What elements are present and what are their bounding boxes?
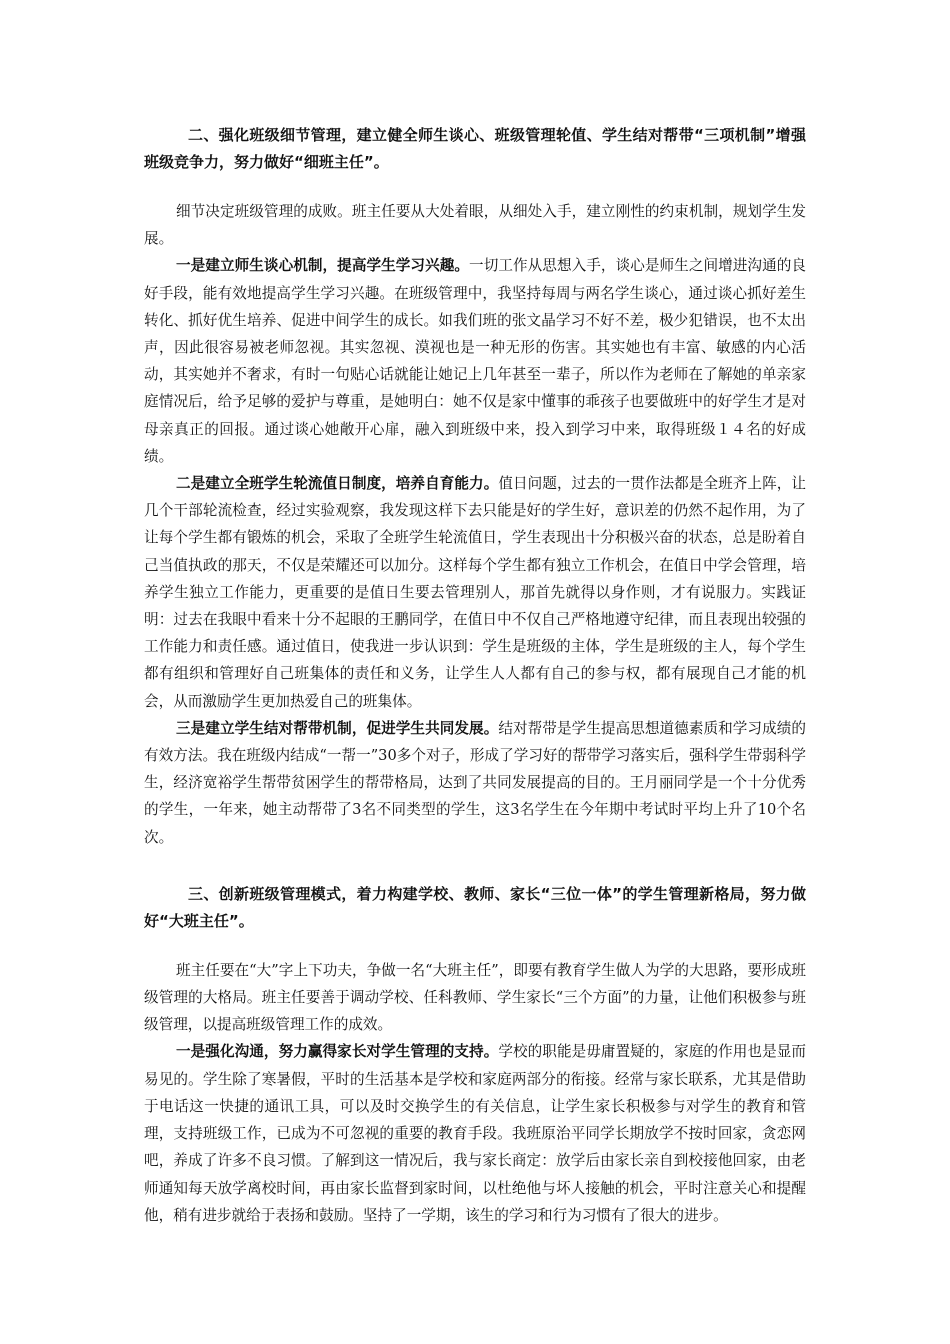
section-2-item-3 — [144, 715, 806, 851]
section-3-item-1 — [144, 1038, 806, 1228]
section-2-item-3-body: 结对帮带是学生提高思想道德素质和学习成绩的有效方法。我在班级内结成“一帮一”30多个对子，形成了学习好的帮带学习落实后，强科学生带弱科学生，经济宽裕学生帮带贫困学生的帮带格局，达到了共同发展提高的目的。王月丽同学是一个十分优秀的学生，一年来，她主动帮带了3名不同类型的学生，这3名学生在今年期中考试时平均上升了10个名次。 — [144, 719, 806, 846]
section-2-item-1-body: 一切工作从思想入手，谈心是师生之间增进沟通的良好手段，能有效地提高学生学习兴趣。在班级管理中，我坚持每周与两名学生谈心，通过谈心抓好差生转化、抓好优生培养、促进中间学生的成长。如我们班的张文晶学习不好不差，极少犯错误，也不太出声，因此很容易被老师忽视。其实忽视、漠视也是一种无形的伤害。其实她也有丰富、敏感的内心活动，其实她并不奢求，有时一句贴心话就能让她记上几年甚至一辈子，所以作为老师在了解她的单亲家庭情况后，给予足够的爱护与尊重，是她明白：她不仅是家中懂事的乖孩子也要做班中的好学生才是对母亲真正的回报。通过谈心她敞开心扉，融入到班级中来，投入到学习中来，取得班级１４名的好成绩。 — [144, 257, 806, 465]
document-page — [144, 122, 806, 1229]
section-2-item-2-body: 值日问题，过去的一贯作法都是全班齐上阵，让几个干部轮流检查，经过实验观察，我发现这样下去只能是好的学生好，意识差的仍然不起作用，为了让每个学生都有锻炼的机会，采取了全班学生轮流值日，学生表现出十分积极兴奋的状态，总是盼着自己当值执政的那天，不仅是荣耀还可以加分。这样每个学生都有独立工作机会，在值日中学会管理，培养学生独立工作能力，更重要的是值日生要去管理别人，那首先就得以身作则，才有说服力。实践证明：过去在我眼中看来十分不起眼的王鹏同学，在值日中不仅自己严格地遵守纪律，而且表现出较强的工作能力和责任感。通过值日，使我进一步认识到：学生是班级的主体，学生是班级的主人，每个学生都有组织和管理好自己班集体的责任和义务，让学生人人都有自己的参与权，都有展现自己才能的机会，从而激励学生更加热爱自己的班集体。 — [144, 475, 806, 710]
section-2-item-2-lead: 二是建立全班学生轮流值日制度，培养自育能力。 — [176, 475, 499, 493]
section-2-intro: 细节决定班级管理的成败。班主任要从大处着眼，从细处入手，建立刚性的约束机制，规划学生发展。 — [144, 203, 806, 248]
section-3-item-1-body: 学校的职能是毋庸置疑的，家庭的作用也是显而易见的。学生除了寒暑假，平时的生活基本是学校和家庭两部分的衔接。经常与家长联系，尤其是借助于电话这一快捷的通讯工具，可以及时交换学生的有关信息，让学生家长积极参与对学生的教育和管理，支持班级工作，已成为不可忽视的重要的教育手段。我班原治平同学长期放学不按时回家，贪恋网吧，养成了许多不良习惯。了解到这一情况后，我与家长商定：放学后由家长亲自到校接他回家，由老师通知每天放学离校时间，再由家长监督到家时间，以杜绝他与坏人接触的机会，平时注意关心和提醒他，稍有进步就给于表扬和鼓励。坚持了一学期，该生的学习和行为习惯有了很大的进步。 — [144, 1043, 806, 1224]
section-3-item-1-lead: 一是强化沟通，努力赢得家长对学生管理的支持。 — [176, 1043, 499, 1061]
section-3-heading: 三、创新班级管理模式，着力构建学校、教师、家长“三位一体”的学生管理新格局，努力做好“大班主任”。 — [144, 884, 806, 930]
section-3-intro: 班主任要在“大”字上下功夫，争做一名“大班主任”，即要有教育学生做人为学的大思路，要形成班级管理的大格局。班主任要善于调动学校、任科教师、学生家长“三个方面”的力量，让他们积极参与班级管理，以提高班级管理工作的成效。 — [144, 961, 806, 1034]
section-2-item-1 — [144, 252, 806, 470]
section-2-heading: 二、强化班级细节管理，建立健全师生谈心、班级管理轮值、学生结对帮带“三项机制”增强班级竞争力，努力做好“细班主任”。 — [144, 126, 806, 171]
section-2-item-2 — [144, 470, 806, 715]
section-2-item-1-lead: 一是建立师生谈心机制，提高学生学习兴趣。 — [176, 257, 470, 275]
section-2-item-3-lead: 三是建立学生结对帮带机制，促进学生共同发展。 — [176, 719, 499, 737]
